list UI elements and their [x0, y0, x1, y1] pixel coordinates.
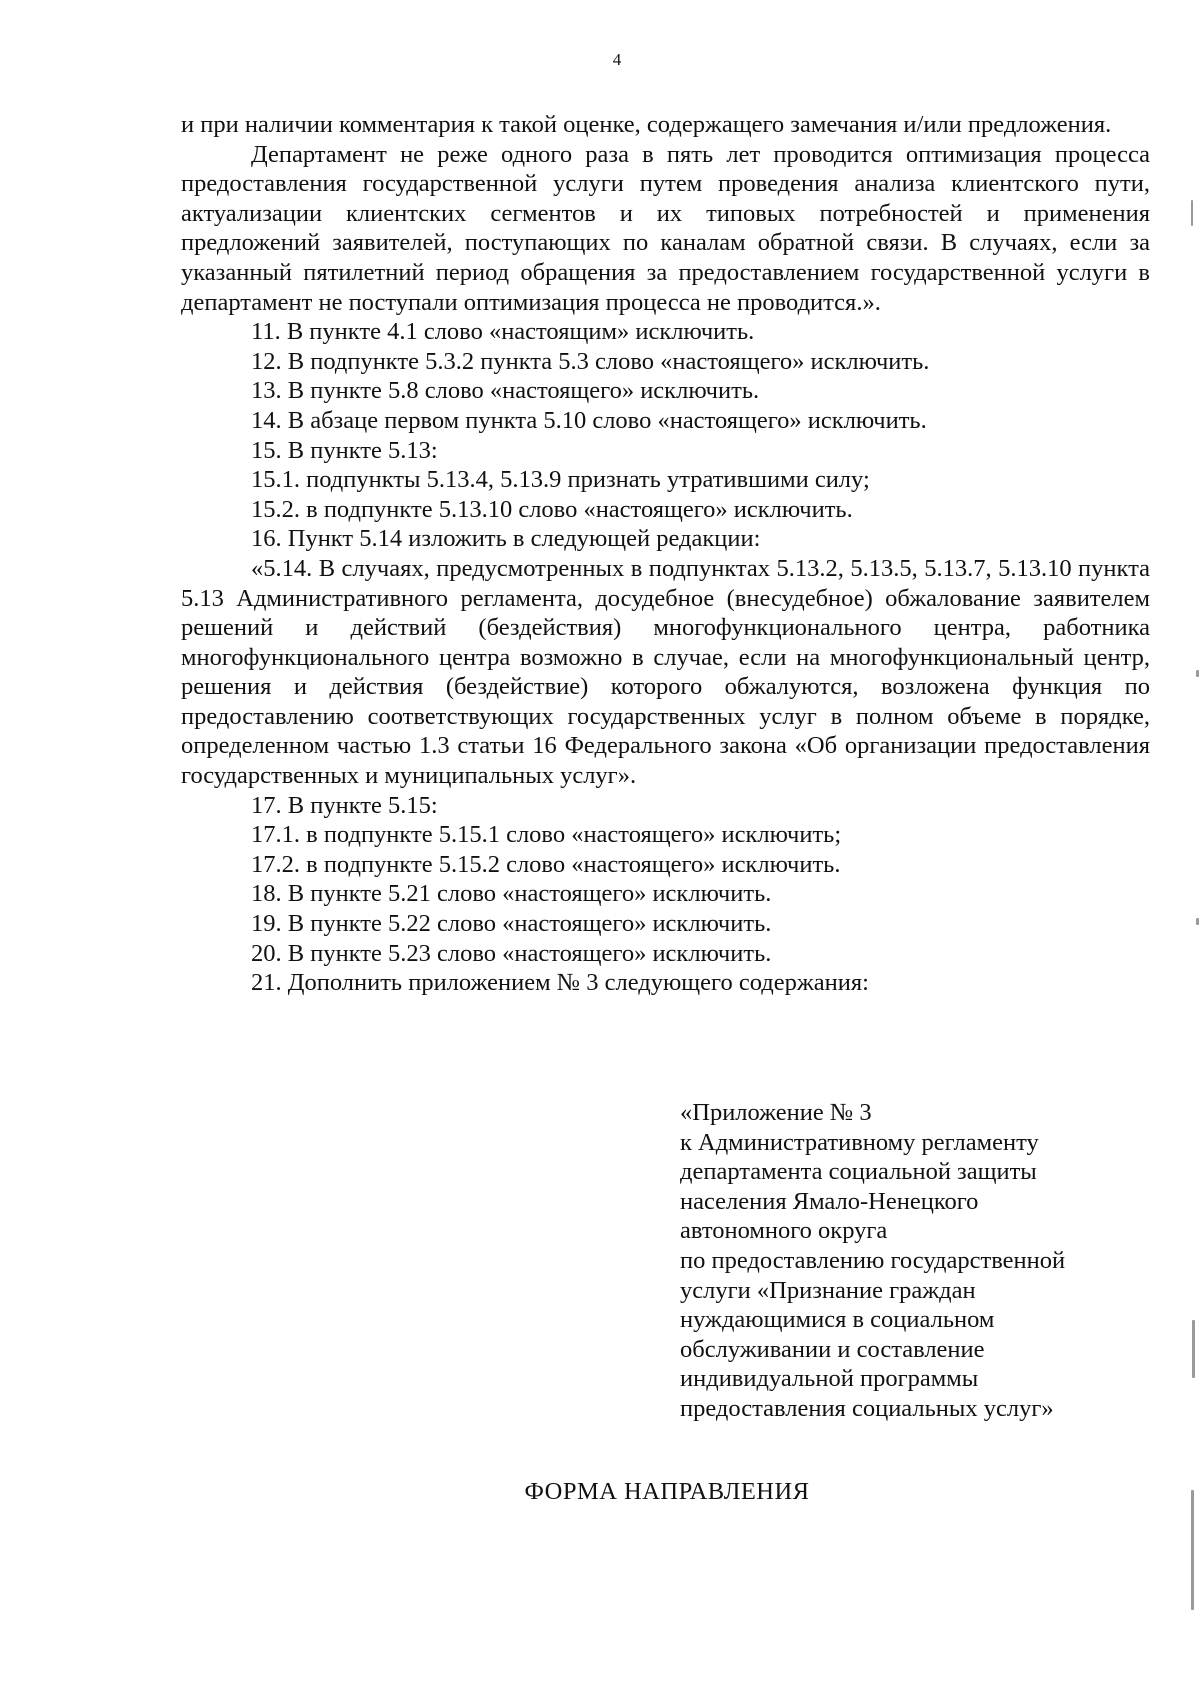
amendment-item-17-1: 17.1. в подпункте 5.15.1 слово «настоящего» исключить; — [251, 821, 842, 849]
amendment-item-14: 14. В абзаце первом пункта 5.10 слово «настоящего» исключить. — [251, 406, 927, 434]
amendment-item-12: 12. В подпункте 5.3.2 пункта 5.3 слово «настоящего» исключить. — [251, 347, 930, 375]
amendment-item-20: 20. В пункте 5.23 слово «настоящего» исключить. — [251, 939, 772, 967]
paragraph-5-14-text: «5.14. В случаях, предусмотренных в подпунктах 5.13.2, 5.13.5, 5.13.7, 5.13.10 пункта 5.13 Административного регламента, досудебное (внесудебное) обжалование заявителем решений и действий (бездействия) многофункционального центра, работника многофункционального центра возможно в случае, если на многофункциональный центр, решения и действия (бездействие) которого обжалуются, возложена функция по предоставлению соответствующих государственных услуг в полном объеме в порядке, определенном частью 1.3 статьи 16 Федерального закона «Об организации предоставления государственных и муниципальных услуг». — [181, 554, 1150, 790]
scan-edge-mark — [1196, 670, 1199, 677]
appendix-line: департамента социальной защиты — [680, 1158, 1037, 1186]
amendment-item-17-2: 17.2. в подпункте 5.15.2 слово «настоящего» исключить. — [251, 850, 841, 878]
appendix-line: индивидуальной программы — [680, 1365, 979, 1393]
appendix-header-block — [680, 1098, 1160, 1424]
scan-edge-mark — [1192, 1320, 1195, 1378]
appendix-line: населения Ямало-Ненецкого — [680, 1187, 979, 1215]
form-title: ФОРМА НАПРАВЛЕНИЯ — [524, 1478, 810, 1505]
amendment-item-15-2: 15.2. в подпункте 5.13.10 слово «настоящего» исключить. — [251, 495, 853, 523]
paragraph-continuation: и при наличии комментария к такой оценке, содержащего замечания и/или предложения. — [181, 111, 1112, 138]
scan-edge-mark — [1191, 200, 1193, 226]
appendix-line: обслуживании и составление — [680, 1335, 985, 1363]
amendment-item-21: 21. Дополнить приложением № 3 следующего содержания: — [251, 969, 869, 997]
amendment-item-16: 16. Пункт 5.14 изложить в следующей редакции: — [251, 525, 761, 553]
amendment-item-19: 19. В пункте 5.22 слово «настоящего» исключить. — [251, 910, 772, 938]
amendment-item-15-1: 15.1. подпункты 5.13.4, 5.13.9 признать утратившими силу; — [251, 466, 870, 494]
paragraph-optimization: Департамент не реже одного раза в пять лет проводится оптимизация процесса предоставления государственной услуги путем проведения анализа клиентского пути, актуализации клиентских сегментов и их типовых потребностей и применения предложений заявителей, поступающих по каналам обратной связи. В случаях, если за указанный пятилетний период обращения за предоставлением государственной услуги в департамент не поступали оптимизация процесса не проводится.». — [181, 140, 1150, 316]
appendix-line: «Приложение № 3 — [680, 1099, 872, 1126]
appendix-line: к Административному регламенту — [680, 1128, 1039, 1156]
amendment-item-17: 17. В пункте 5.15: — [251, 791, 438, 819]
amendment-item-11: 11. В пункте 4.1 слово «настоящим» исключить. — [251, 318, 755, 346]
appendix-line: услуги «Признание граждан — [680, 1276, 976, 1304]
scan-edge-mark — [1191, 1490, 1194, 1610]
appendix-line: автономного округа — [680, 1217, 888, 1245]
document-body — [181, 110, 1150, 998]
scan-edge-mark — [1196, 918, 1199, 925]
page-number: 4 — [612, 50, 622, 69]
appendix-line: нуждающимися в социальном — [680, 1306, 995, 1334]
amendment-item-15: 15. В пункте 5.13: — [251, 436, 438, 464]
amendment-item-18: 18. В пункте 5.21 слово «настоящего» исключить. — [251, 880, 772, 908]
appendix-line: по предоставлению государственной — [680, 1246, 1066, 1274]
amendment-item-13: 13. В пункте 5.8 слово «настоящего» исключить. — [251, 377, 760, 405]
appendix-line: предоставления социальных услуг» — [680, 1394, 1054, 1422]
